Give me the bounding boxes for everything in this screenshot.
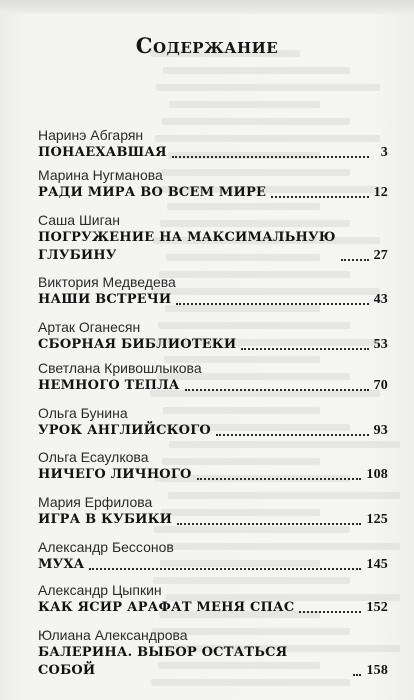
toc-work (38, 511, 388, 529)
dot-leader (299, 611, 361, 613)
toc-work (38, 336, 388, 354)
toc-page-number: 43 (373, 292, 388, 307)
toc-entry (38, 627, 388, 680)
toc-page-number: 93 (373, 423, 388, 438)
bleed-through-line (151, 679, 350, 686)
toc-entry (38, 167, 388, 202)
toc-title: МУХА (38, 557, 85, 572)
toc-page-number: 152 (366, 600, 388, 615)
toc-page-number: 3 (380, 145, 388, 160)
dot-leader (177, 523, 361, 525)
toc-page-number: 145 (366, 557, 388, 572)
toc-author: Ольга Бунина (38, 405, 128, 421)
toc-page-number: 53 (373, 337, 388, 352)
toc-page-number: 70 (373, 378, 388, 393)
toc-author: Мария Ерфилова (38, 494, 153, 510)
toc-work (38, 466, 388, 484)
toc-work (38, 184, 388, 202)
dot-leader (172, 156, 369, 158)
toc-author: Артак Оганесян (38, 319, 141, 335)
toc-entry (38, 127, 388, 162)
toc-title: ПОНАЕХАВШАЯ (38, 145, 167, 160)
toc-work (38, 556, 388, 574)
page-top-edge (0, 0, 414, 14)
toc-author: Александр Бессонов (38, 539, 174, 555)
toc-title: НАШИ ВСТРЕЧИ (38, 292, 172, 307)
toc-title: КАК ЯСИР АРАФАТ МЕНЯ СПАС (38, 600, 295, 615)
toc-author: Саша Шиган (38, 212, 120, 228)
toc-page-number: 108 (366, 467, 388, 482)
toc-title: ИГРА В КУБИКИ (38, 512, 173, 527)
toc-entry (38, 274, 388, 309)
toc-title: ПОГРУЖЕНИЕ НА МАКСИМАЛЬНУЮ ГЛУБИНУ (38, 230, 336, 263)
dot-leader (341, 259, 369, 261)
toc-title: НЕМНОГО ТЕПЛА (38, 378, 180, 393)
toc-author: Светлана Кривошлыкова (38, 360, 202, 376)
toc-work (38, 599, 388, 617)
toc-entry (38, 212, 388, 265)
toc-work (38, 377, 388, 395)
toc-title: РАДИ МИРА ВО ВСЕМ МИРЕ (38, 185, 267, 200)
dot-leader (185, 389, 369, 391)
toc-page-number: 12 (373, 185, 388, 200)
toc-author: Юлиана Александрова (38, 627, 188, 643)
toc-entry (38, 449, 388, 484)
toc-page-number: 125 (366, 512, 388, 527)
toc-author: Виктория Медведева (38, 274, 176, 290)
toc-entry (38, 319, 388, 354)
dot-leader (197, 478, 362, 480)
toc-author: Марина Нугманова (38, 167, 163, 183)
dot-leader (176, 303, 368, 305)
toc-page-number: 27 (373, 248, 388, 263)
toc-entry (38, 582, 388, 617)
dot-leader (216, 434, 369, 436)
toc-title: СБОРНАЯ БИБЛИОТЕКИ (38, 337, 237, 352)
toc-title: УРОК АНГЛИЙСКОГО (38, 423, 211, 438)
toc-author: Александр Цыпкин (38, 582, 162, 598)
page-title: Содержание (135, 33, 279, 58)
toc-entry (38, 539, 388, 574)
bleed-through-line (169, 101, 320, 108)
toc-work (38, 144, 388, 162)
toc-author: Наринэ Абгарян (38, 127, 144, 143)
toc-entry (38, 405, 388, 440)
bleed-through-line (162, 118, 350, 125)
toc-work (38, 229, 388, 265)
toc-author: Ольга Есаулкова (38, 449, 149, 465)
dot-leader (241, 348, 368, 350)
toc-title: БАЛЕРИНА. ВЫБОР ОСТАТЬСЯ СОБОЙ (38, 645, 288, 678)
dot-leader (89, 568, 361, 570)
toc-title: НИЧЕГО ЛИЧНОГО (38, 467, 192, 482)
bleed-through-line (169, 441, 400, 448)
bleed-through-line (163, 67, 350, 74)
dot-leader (353, 674, 361, 676)
toc-page-number: 158 (366, 663, 389, 678)
dot-leader (271, 196, 369, 198)
toc-work (38, 644, 388, 680)
bleed-through-line (156, 84, 380, 91)
toc-work (38, 422, 388, 440)
toc-entry (38, 494, 388, 529)
toc-work (38, 291, 388, 309)
bleed-through-line (167, 203, 320, 210)
toc-entry (38, 360, 388, 395)
